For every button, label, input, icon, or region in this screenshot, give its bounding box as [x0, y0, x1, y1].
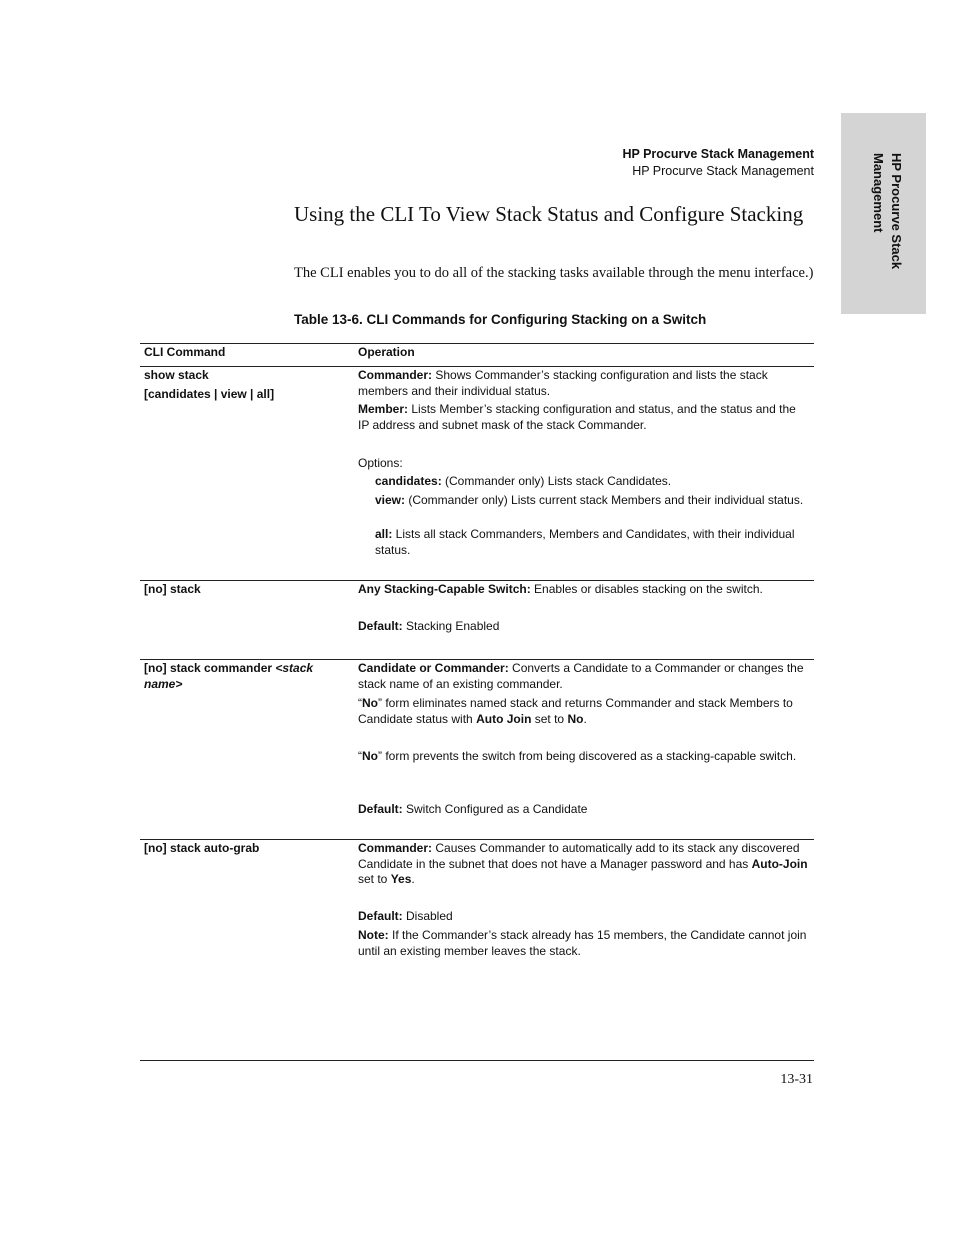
column-header-command: CLI Command [144, 345, 226, 359]
chapter-thumb-label: HP Procurve Stack Management [871, 153, 904, 270]
default-commander: Default: Switch Configured as a Candidate [358, 802, 588, 816]
row-rule [140, 659, 814, 660]
option-view: view: (Commander only) Lists current stack Members and their individual status. [375, 493, 804, 507]
chapter-thumb-tab [841, 113, 926, 314]
operation-candidate-or-commander: Candidate or Commander: Converts a Candidate to a Commander or changes the stack name of an existing commander. [358, 661, 804, 691]
column-header-operation: Operation [358, 345, 415, 359]
default-auto-grab: Default: Disabled [358, 909, 453, 923]
command-show-stack: show stack [candidates | view | all] [144, 368, 275, 401]
option-candidates: candidates: (Commander only) Lists stack Candidates. [375, 474, 672, 488]
note-auto-grab: Note: If the Commander’s stack already has 15 members, the Candidate cannot join until an existing member leaves the stack. [358, 928, 807, 958]
footer-rule [140, 1060, 814, 1061]
command-stack-commander: [no] stack commander <stack name> [144, 661, 314, 691]
header-rule [140, 366, 814, 367]
operation-auto-grab: Commander: Causes Commander to automatically add to its stack any discovered Candidate in the subnet that does not have a Manager password and has Auto-Join set to Yes. [358, 841, 808, 886]
section-title: Using the CLI To View Stack Status and Configure Stacking [294, 202, 804, 226]
row-rule [140, 580, 814, 581]
command-no-stack: [no] stack [144, 582, 201, 596]
operation-no-form-eliminate: “No” form eliminates named stack and returns Commander and stack Members to Candidate status with Auto Join set to No. [358, 696, 793, 726]
operation-commander: Commander: Shows Commander’s stacking configuration and lists the stack members and their individual status. [358, 368, 768, 398]
page-number: 13-31 [780, 1072, 813, 1087]
intro-paragraph: The CLI enables you to do all of the stacking tasks available through the menu interface.) [294, 265, 814, 281]
command-auto-grab: [no] stack auto-grab [144, 841, 260, 855]
running-header: HP Procurve Stack Management [632, 164, 814, 178]
operation-stacking-capable: Any Stacking-Capable Switch: Enables or disables stacking on the switch. [358, 582, 763, 596]
options-label: Options: [358, 456, 403, 470]
default-stacking: Default: Stacking Enabled [358, 619, 500, 633]
table-caption: Table 13-6. CLI Commands for Configuring Stacking on a Switch [294, 312, 707, 327]
operation-member: Member: Lists Member’s stacking configuration and status, and the status and the IP address and subnet mask of the stack Commander. [358, 402, 796, 432]
running-header-bold: HP Procurve Stack Management [622, 147, 814, 161]
option-all: all: Lists all stack Commanders, Members and Candidates, with their individual status. [375, 527, 795, 557]
row-rule [140, 839, 814, 840]
operation-no-form-prevent: “No” form prevents the switch from being discovered as a stacking-capable switch. [358, 749, 797, 763]
table-top-rule [140, 343, 814, 344]
